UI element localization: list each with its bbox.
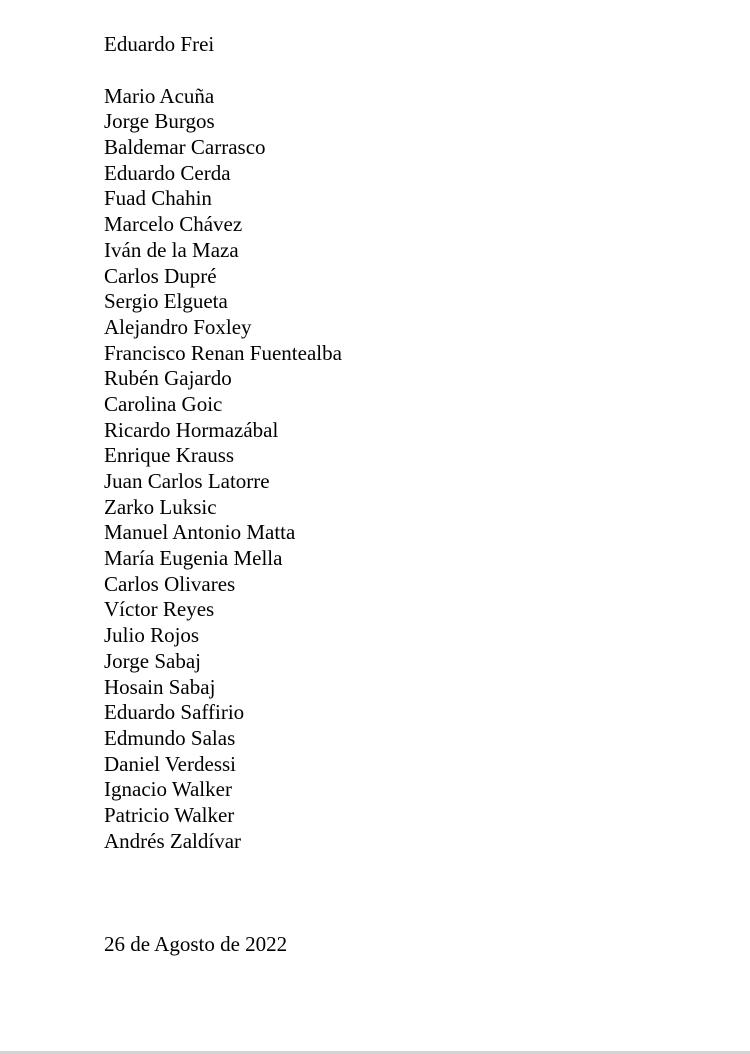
list-item: Alejandro Foxley xyxy=(104,314,252,339)
list-item: Baldemar Carrasco xyxy=(104,135,266,160)
list-item: Patricio Walker xyxy=(104,802,235,827)
header-name: Eduardo Frei xyxy=(104,32,215,56)
list-item: Fuad Chahin xyxy=(104,186,212,211)
list-item: Ricardo Hormazábal xyxy=(104,417,279,442)
list-item: Zarko Luksic xyxy=(104,494,217,519)
list-item: Jorge Sabaj xyxy=(104,648,202,673)
list-item: Marcelo Chávez xyxy=(104,212,243,237)
list-item: Iván de la Maza xyxy=(104,237,239,262)
list-item: Daniel Verdessi xyxy=(104,751,236,776)
list-item: Carlos Dupré xyxy=(104,263,217,288)
list-item: Carlos Olivares xyxy=(104,571,236,596)
list-item: Mario Acuña xyxy=(104,83,215,108)
list-item: María Eugenia Mella xyxy=(104,546,283,571)
list-item: Julio Rojos xyxy=(104,623,200,648)
list-item: Edmundo Salas xyxy=(104,725,236,750)
list-item: Carolina Goic xyxy=(104,391,223,416)
list-item: Sergio Elgueta xyxy=(104,289,228,314)
list-item: Ignacio Walker xyxy=(104,777,232,802)
list-item: Juan Carlos Latorre xyxy=(104,469,270,493)
list-item: Enrique Krauss xyxy=(104,443,235,468)
names-list xyxy=(104,84,342,855)
list-item: Jorge Burgos xyxy=(104,109,215,134)
list-item: Eduardo Cerda xyxy=(104,160,231,185)
list-item: Rubén Gajardo xyxy=(104,366,232,391)
list-item: Víctor Reyes xyxy=(104,597,215,622)
document-date: 26 de Agosto de 2022 xyxy=(104,932,288,956)
list-item: Hosain Sabaj xyxy=(104,674,216,699)
list-item: Francisco Renan Fuentealba xyxy=(104,340,342,365)
list-item: Eduardo Saffirio xyxy=(104,700,245,725)
document-body xyxy=(104,32,342,854)
list-item: Manuel Antonio Matta xyxy=(104,520,296,545)
list-item: Andrés Zaldívar xyxy=(104,828,242,853)
